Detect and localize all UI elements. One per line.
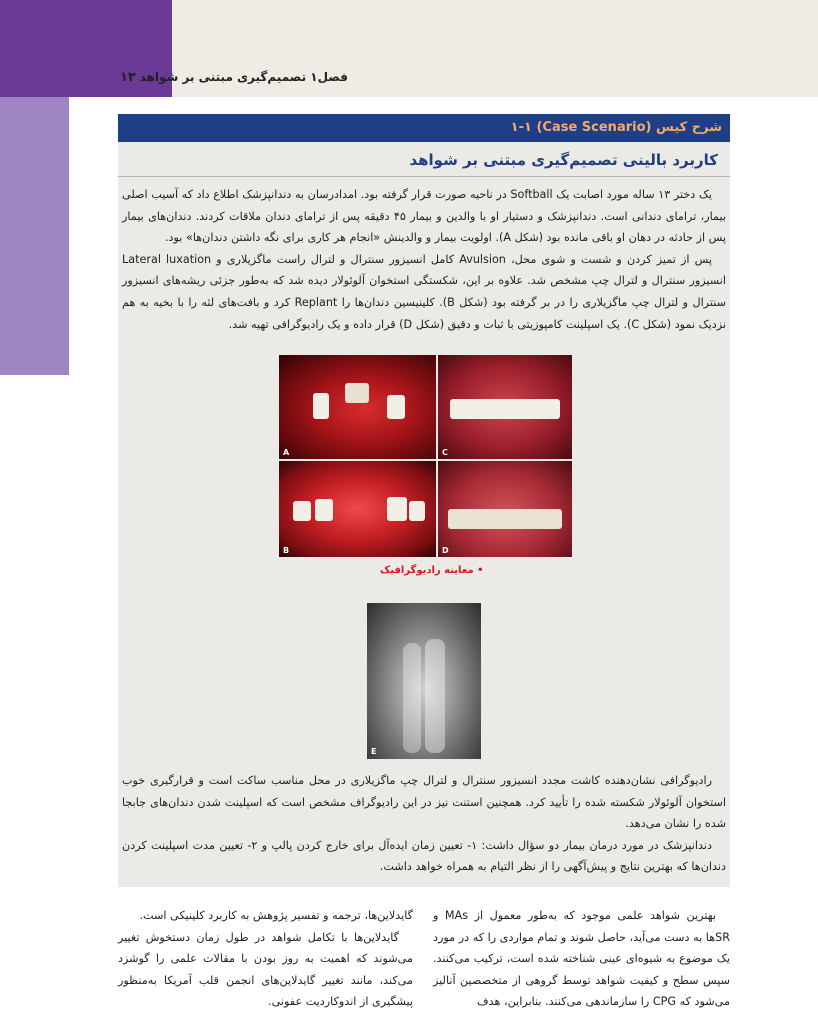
figure-label-c: C <box>442 448 448 457</box>
page-number: ۱۳ <box>120 70 136 85</box>
divider <box>118 176 730 177</box>
case-scenario-subtitle: کاربرد بالینی تصمیم‌گیری مبتنی بر شواهد <box>409 151 718 169</box>
case-intro-text <box>122 184 726 335</box>
side-thumb-tab <box>0 97 69 375</box>
clinical-photo-d <box>438 461 572 557</box>
body-left-column <box>118 905 413 1013</box>
radiograph-caption <box>380 565 484 576</box>
body-right-paragraph: بهترین شواهد علمی موجود که به‌طور معمول از MAs و SRها به دست می‌آید، حاصل شوند و تمام مواردی را که در مورد یک موضوع به شیوه‌ای عینی شناخته شده است، ترکیب می‌کنند. سپس سطح و کیفیت شواهد توسط گروهی از متخصصین آنالیز می‌شود که CPG را سازماندهی می‌کنند. بنابراین، هدف <box>433 909 730 1009</box>
case-paragraph-2: پس از تمیز کردن و شست و شوی محل، Avulsion کامل انسیزور سنترال و لترال راست ماگزیلاری و Lateral luxation انسیزور سنترال و لترال چپ مشخص شد. علاوه بر این، شکستگی استخوان آلوئولار دیده شد که به‌طور جزئی ریشه‌های انسیزور سنترال و لترال چپ ماگزیلاری را در بر گرفته بود (شکل B). کلینیسین دندان‌ها را Replant کرد و بافت‌های لثه را با بخیه به هم نزدیک نمود (شکل C). یک اسپلینت کامپوزیتی با ثبات و دقیق (شکل D) قرار داده و یک رادیوگرافی تهیه شد. <box>122 252 726 331</box>
clinical-photo-b <box>279 461 436 557</box>
figure-label-d: D <box>442 546 449 555</box>
chapter-title: فصل۱ تصمیم‌گیری مبتنی بر شواهد <box>139 70 348 84</box>
body-left-paragraph-1: گایدلاین‌ها، ترجمه و تفسیر پژوهش به کاربرد کلینیکی است. <box>139 909 413 922</box>
case-paragraph-1: یک دختر ۱۳ ساله مورد اصابت یک Softball در ناحیه صورت قرار گرفته بود. امدادرسان به دندانپزشک اطلاع داد که آسیب اصلی بیمار، ترامای دندانی است. دندانپزشک و دستیار او با والدین و بیمار ۴۵ دقیقه پس از ترامای دندان ملاقات کردند. دندان‌های بیمار پس از حادثه در دهان او باقی مانده بود (شکل A). اولویت بیمار و والدینش «انجام هر کاری برای نگه داشتن دندان‌ها» بود. <box>122 188 726 245</box>
radiograph-image <box>367 603 481 759</box>
figure-label-a: A <box>283 448 290 457</box>
case-followup-text <box>122 770 726 878</box>
radiograph-caption-text: معاینه رادیوگرافیک <box>380 565 474 576</box>
body-left-paragraph-2: گایدلاین‌ها با تکامل شواهد در طول زمان دستخوش تغییر می‌شوند که اهمیت به روز بودن با مقالات علمی را گوشزد می‌کند، مانند تغییر گایدلاین‌های انجمن قلب آمریکا به‌منظور پیشگیری از اندوکاردیت عفونی. <box>118 930 413 1009</box>
case-paragraph-4: دندانپزشک در مورد درمان بیمار دو سؤال داشت: ۱- تعیین زمان ایده‌آل برای خارج کردن پالپ و ۲- تعیین مدت اسپلینت کردن دندان‌ها که بهترین نتایج و پیش‌آگهی را از نظر التیام به همراه خواهد داشت. <box>122 838 726 874</box>
body-right-column <box>433 905 730 1013</box>
bullet-icon: • <box>473 565 484 576</box>
clinical-photo-c <box>438 355 572 459</box>
figure-label-b: B <box>283 546 290 555</box>
case-paragraph-3: رادیوگرافی نشان‌دهنده کاشت مجدد انسیزور سنترال و لترال چپ ماگزیلاری در محل مناسب ساکت است و قرارگیری خوب استخوان آلوئولار شکسته شده را تأیید کرد. همچنین استنت نیز در این رادیوگراف مشخص است که اسپلینت شدن دندان‌های جابجا شده را نشان می‌دهد. <box>122 774 726 831</box>
case-scenario-header <box>118 114 730 142</box>
figure-label-e: E <box>371 747 377 756</box>
clinical-photo-a <box>279 355 436 459</box>
case-scenario-title: شرح کیس (Case Scenario) ۱-۱ <box>510 120 722 135</box>
